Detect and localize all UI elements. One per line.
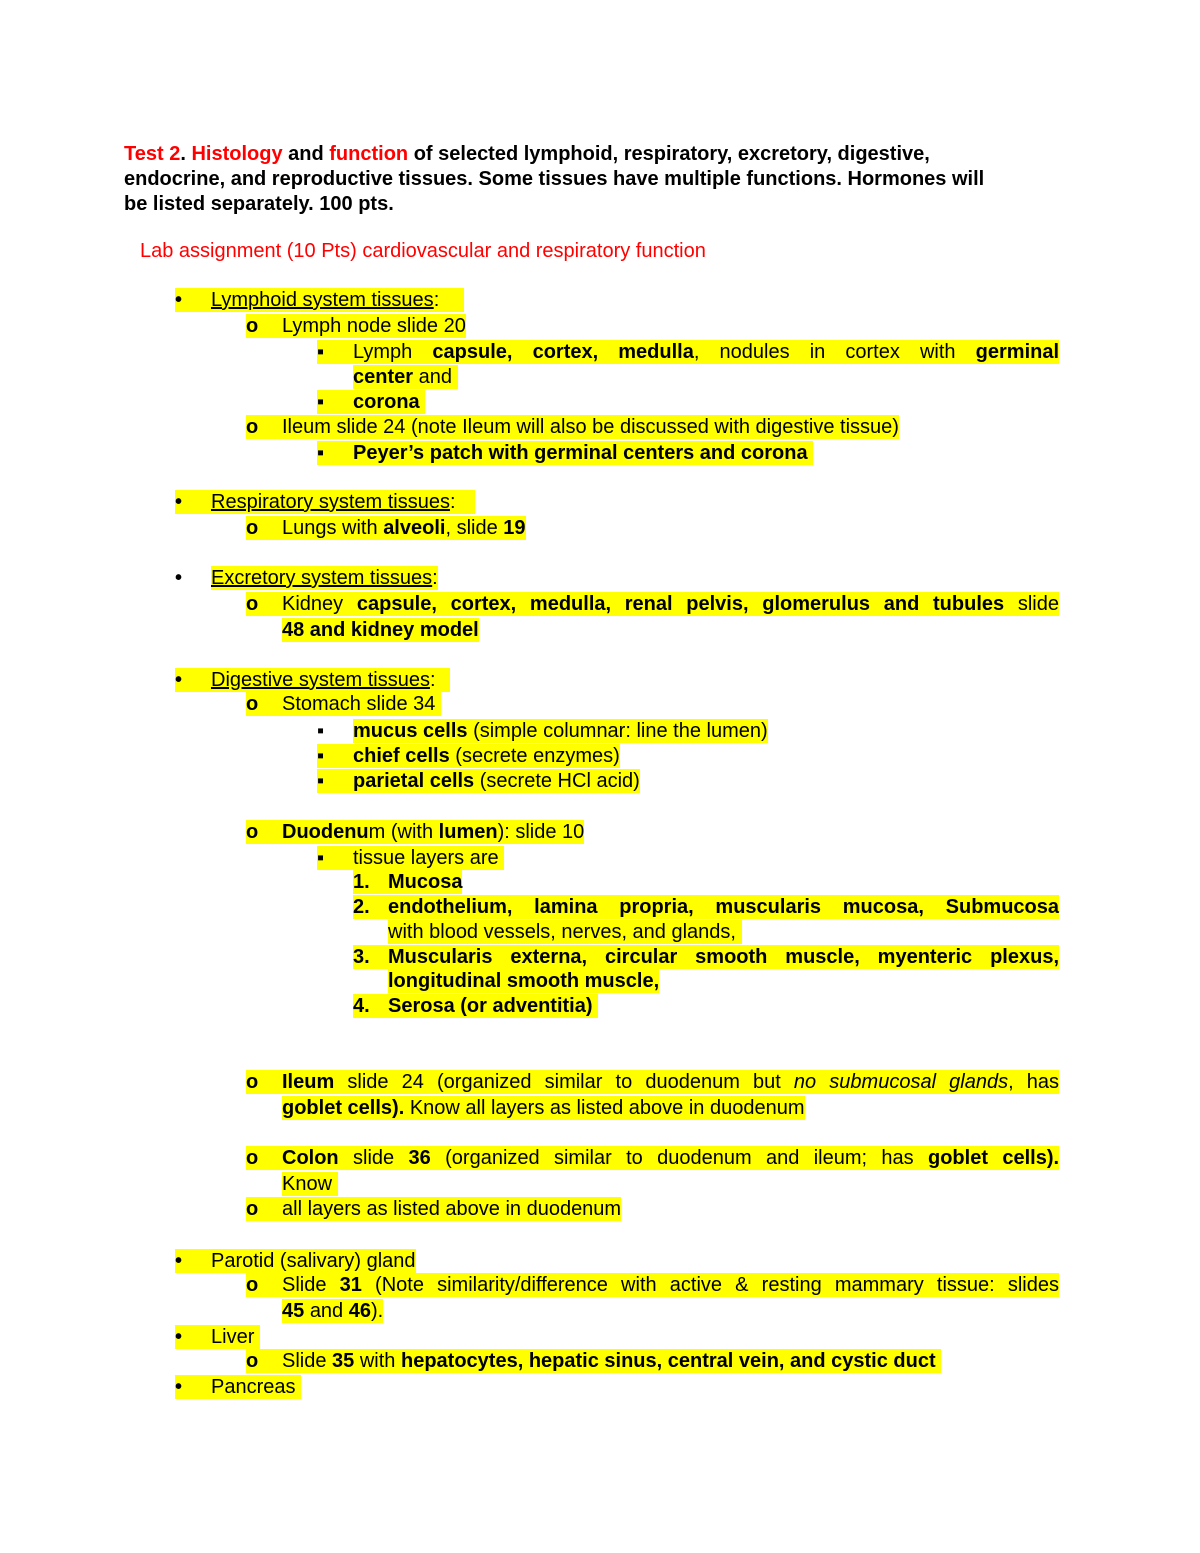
ileum-digestive: Ileum slide 24 (organized similar to duodenum but no submucosal glands, has <box>282 1071 1060 1093</box>
bullet-icon: • <box>175 567 183 589</box>
liver-slide: Slide 35 with hepatocytes, hepatic sinus, central vein, and cystic duct <box>282 1349 941 1373</box>
square-icon: ▪ <box>317 441 353 465</box>
number-2: 2. <box>353 895 388 919</box>
title-test: Test 2 <box>124 143 181 165</box>
peyers-patch: Peyer’s patch with germinal centers and corona <box>353 441 813 465</box>
lab-assignment: Lab assignment (10 Pts) cardiovascular and respiratory function <box>140 240 706 262</box>
corona: corona <box>353 390 425 414</box>
ileum-lymph: Ileum slide 24 (note Ileum will also be discussed with digestive tissue) <box>282 416 899 438</box>
section-digestive: Digestive system tissues: <box>197 668 450 692</box>
section-lymphoid: Lymphoid system tissues: <box>197 288 464 312</box>
bullet-icon: • <box>175 288 197 312</box>
lungs: Lungs with alveoli, slide 19 <box>282 517 526 539</box>
tissue-layers: tissue layers are <box>353 846 504 870</box>
circle-icon: o <box>246 415 282 439</box>
stomach: Stomach slide 34 <box>282 692 441 716</box>
chief-cells: chief cells (secrete enzymes) <box>353 745 620 767</box>
section-excretory: Excretory system tissues: <box>211 567 438 589</box>
circle-icon: o <box>246 1146 282 1170</box>
section-parotid: Parotid (salivary) gland <box>197 1249 416 1273</box>
circle-icon: o <box>246 820 282 844</box>
circle-icon: o <box>246 1273 282 1297</box>
circle-icon: o <box>246 692 282 716</box>
mucus-cells: mucus cells (simple columnar: line the lumen) <box>353 720 768 742</box>
layer-submucosa: endothelium, lamina propria, muscularis mucosa, Submucosa <box>388 896 1059 918</box>
square-icon: ▪ <box>317 340 353 364</box>
circle-icon: o <box>246 516 282 540</box>
number-1: 1. <box>353 870 388 894</box>
bullet-icon: • <box>175 490 197 514</box>
square-icon: ▪ <box>317 744 353 768</box>
duodenum: Duodenum (with lumen): slide 10 <box>282 821 585 843</box>
layer-mucosa: Mucosa <box>388 871 463 893</box>
bullet-icon: • <box>175 668 197 692</box>
parietal-cells: parietal cells (secrete HCl acid) <box>353 770 640 792</box>
title-function: function <box>329 143 409 165</box>
circle-icon: o <box>246 1197 282 1221</box>
circle-icon: o <box>246 592 282 616</box>
section-respiratory: Respiratory system tissues: <box>197 490 475 514</box>
title-histology: Histology <box>191 143 283 165</box>
page-title: Test 2. Histology and function of selected lymphoid, respiratory, excretory, digestive, endocrine, and reproductive tissues. Some tissues have multiple functions. Hormones will be listed separately. 100 pts. <box>124 143 985 215</box>
parotid-slide: Slide 31 (Note similarity/difference with active & resting mammary tissue: slides <box>282 1274 1059 1296</box>
kidney: Kidney capsule, cortex, medulla, renal pelvis, glomerulus and tubules slide <box>282 593 1059 615</box>
bullet-icon: • <box>175 1325 197 1349</box>
bullet-icon: • <box>175 1249 197 1273</box>
square-icon: ▪ <box>317 390 353 414</box>
square-icon: ▪ <box>317 846 353 870</box>
section-liver: Liver <box>197 1325 260 1349</box>
circle-icon: o <box>246 1349 282 1373</box>
number-3: 3. <box>353 945 388 969</box>
square-icon: ▪ <box>317 769 353 793</box>
number-4: 4. <box>353 994 388 1018</box>
layer-muscularis: Muscularis externa, circular smooth muscle, myenteric plexus, <box>388 946 1059 968</box>
square-icon: ▪ <box>317 720 325 742</box>
lymph-node-detail: Lymph capsule, cortex, medulla, nodules in cortex with germinal <box>353 341 1060 363</box>
circle-icon: o <box>246 1070 282 1094</box>
layer-serosa: Serosa (or adventitia) <box>388 994 598 1018</box>
circle-icon: o <box>246 314 282 338</box>
colon-layers: all layers as listed above in duodenum <box>282 1198 622 1220</box>
lymph-node: Lymph node slide 20 <box>282 315 466 337</box>
bullet-icon: • <box>175 1375 197 1399</box>
colon: Colon slide 36 (organized similar to duodenum and ileum; has goblet cells). <box>282 1147 1060 1169</box>
section-pancreas: Pancreas <box>197 1375 301 1399</box>
